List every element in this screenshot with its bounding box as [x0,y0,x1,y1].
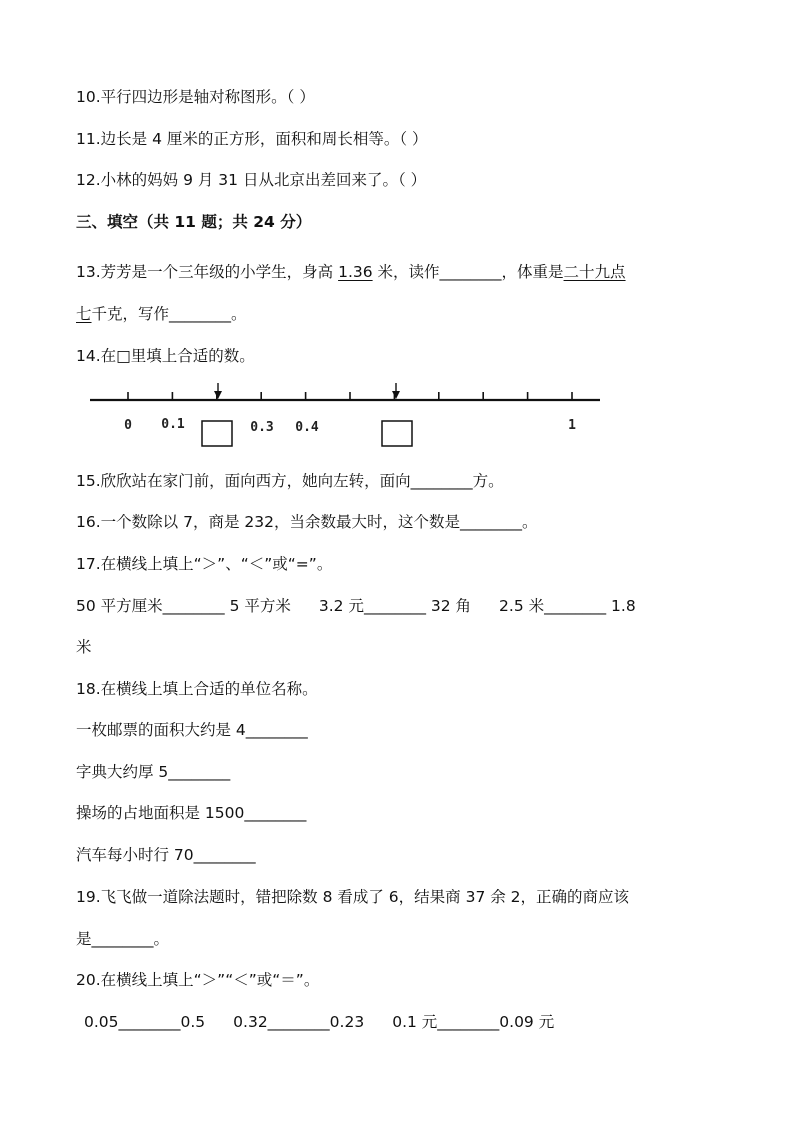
section-heading-fill-in: 三、填空（共 11 题；共 24 分） [76,213,312,231]
arrow-pointer-1 [214,383,222,399]
q13-text-c: 千克，写作________。 [91,305,247,323]
q13-text-b: 米，读作________，体重是 [372,263,564,281]
q20-compare-1: 0.05________0.5 [84,1013,206,1031]
question-19-line1: 19.飞飞做一道除法题时，错把除数 8 看成了 6，结果商 37 余 2，正确的商应该 [76,888,630,906]
question-13-line2 [76,303,247,325]
q13-weight-underlined-a: 二十九点 [563,263,626,281]
question-17-comparisons [76,595,636,617]
question-17: 17.在横线上填上“＞”、“＜”或“=”。 [76,555,333,573]
question-20: 20.在横线上填上“＞”“＜”或“＝”。 [76,971,320,989]
question-15: 15.欣欣站在家门前，面向西方，她向左转，面向________方。 [76,472,504,490]
q17-compare-1: 50 平方厘米________ 5 平方米 [76,597,291,615]
tick-label-0: 0 [124,418,132,433]
question-12: 12.小林的妈妈 9 月 31 日从北京出差回来了。（ ） [76,171,427,189]
q13-weight-underlined-b: 七 [76,305,92,323]
q18-item-dictionary: 字典大约厚 5________ [76,763,231,781]
question-14: 14.在□里填上合适的数。 [76,347,255,365]
tick-label-0-4: 0.4 [295,420,319,435]
q20-compare-3: 0.1 元________0.09 元 [392,1013,555,1031]
question-20-comparisons [84,1011,554,1033]
tick-label-0-3: 0.3 [250,420,274,435]
q18-item-car: 汽车每小时行 70________ [76,846,256,864]
arrow-pointer-2 [392,383,400,399]
q18-item-stamp: 一枚邮票的面积大约是 4________ [76,721,308,739]
tick-label-1: 1 [568,418,576,433]
q17-compare-3-unit: 米 [76,638,92,656]
q18-item-playground: 操场的占地面积是 1500________ [76,804,307,822]
question-19-line2: 是________。 [76,930,170,948]
q13-height-underlined: 1.36 [338,263,373,281]
q17-compare-3: 2.5 米________ 1.8 [499,597,636,615]
number-line-figure [80,378,610,450]
q13-text-a: 13.芳芳是一个三年级的小学生，身高 [76,263,339,281]
answer-box-1[interactable] [202,421,232,446]
q20-compare-2: 0.32________0.23 [233,1013,365,1031]
question-18: 18.在横线上填上合适的单位名称。 [76,680,318,698]
question-11: 11.边长是 4 厘米的正方形，面积和周长相等。（ ） [76,130,428,148]
q17-compare-2: 3.2 元________ 32 角 [318,597,472,615]
number-line-ticks [128,392,572,400]
question-16: 16.一个数除以 7，商是 232，当余数最大时，这个数是________。 [76,513,538,531]
question-10: 10.平行四边形是轴对称图形。（ ） [76,88,315,106]
tick-label-0-1: 0.1 [161,417,185,432]
question-13-line1 [76,261,626,283]
answer-box-2[interactable] [382,421,412,446]
